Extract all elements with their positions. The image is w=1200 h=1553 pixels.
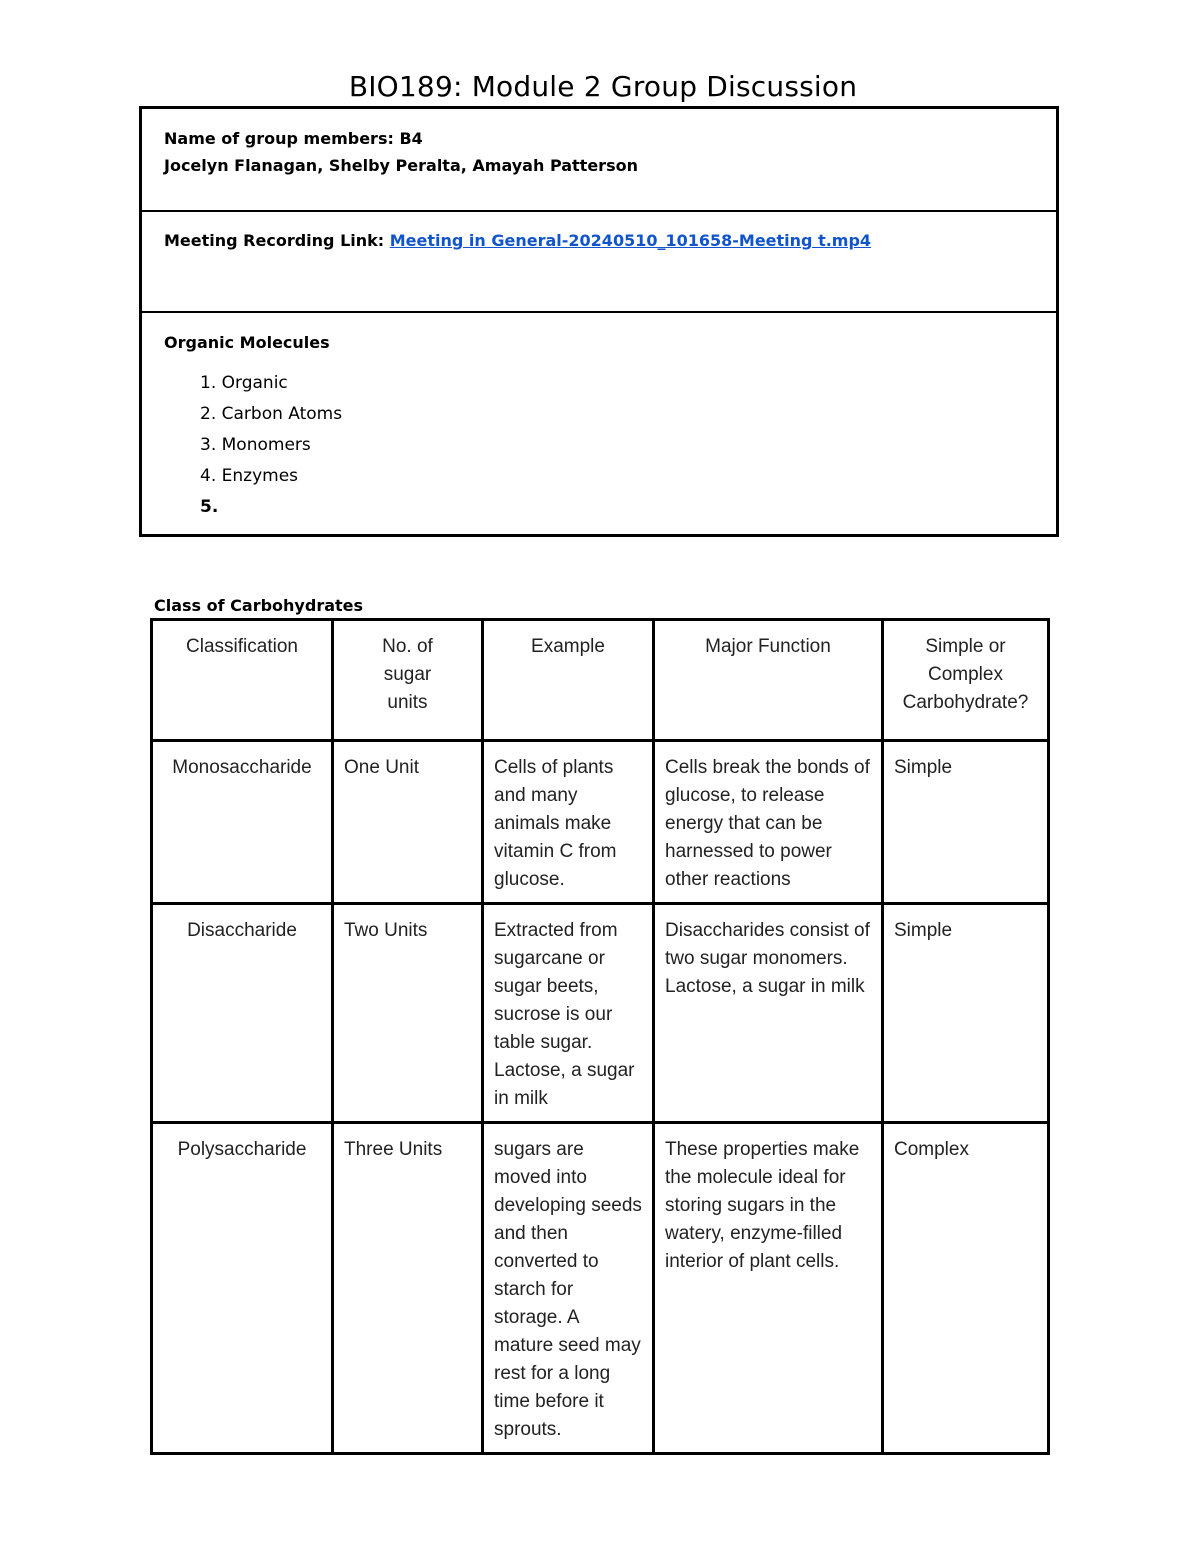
header-major-function: Major Function [654, 620, 883, 741]
cell-function: These properties make the molecule ideal for storing sugars in the watery, enzyme-filled interior of plant cells. [654, 1123, 883, 1454]
list-item: 3. Monomers [200, 435, 311, 455]
list-item: 4. Enzymes [200, 466, 299, 486]
cell-classification: Monosaccharide [152, 741, 333, 904]
organic-molecules-section [142, 313, 1056, 534]
cell-type: Complex [883, 1123, 1049, 1454]
meeting-recording-link[interactable]: Meeting in General-20240510_101658-Meeting t.mp4 [389, 231, 872, 250]
cell-units: Three Units [333, 1123, 483, 1454]
header-sugar-units: No. of sugar units [333, 620, 483, 741]
cell-example: Cells of plants and many animals make vitamin C from glucose. [483, 741, 654, 904]
organic-heading: Organic Molecules [164, 333, 330, 352]
cell-function: Cells break the bonds of glucose, to release energy that can be harnessed to power other reactions [654, 741, 883, 904]
table-caption: Class of Carbohydrates [154, 596, 364, 615]
header-simple-complex: Simple or Complex Carbohydrate? [883, 620, 1049, 741]
group-members-section [142, 109, 1056, 212]
cell-type: Simple [883, 741, 1049, 904]
cell-type: Simple [883, 904, 1049, 1123]
table-header-row [152, 620, 1049, 741]
members-label: Name of group members: B4 [164, 129, 423, 148]
cell-classification: Polysaccharide [152, 1123, 333, 1454]
carbohydrates-table [150, 618, 1050, 1455]
cell-units: Two Units [333, 904, 483, 1123]
meeting-link-section [142, 212, 1056, 313]
list-item: 2. Carbon Atoms [200, 404, 343, 424]
list-item: 1. Organic [200, 373, 288, 393]
group-info-box [139, 106, 1059, 537]
table-row [152, 1123, 1049, 1454]
table-row [152, 741, 1049, 904]
page-title: BIO189: Module 2 Group Discussion [348, 70, 858, 103]
cell-classification: Disaccharide [152, 904, 333, 1123]
header-example: Example [483, 620, 654, 741]
organic-list [164, 368, 1056, 523]
cell-example: Extracted from sugarcane or sugar beets, sucrose is our table sugar. Lactose, a sugar in milk [483, 904, 654, 1123]
table-row [152, 904, 1049, 1123]
meeting-link-label: Meeting Recording Link: [164, 231, 385, 250]
members-names: Jocelyn Flanagan, Shelby Peralta, Amayah Patterson [164, 156, 638, 175]
list-item: 5. [200, 497, 219, 517]
cell-example: sugars are moved into developing seeds and then converted to starch for storage. A mature seed may rest for a long time before it sprouts. [483, 1123, 654, 1454]
cell-units: One Unit [333, 741, 483, 904]
header-classification: Classification [152, 620, 333, 741]
cell-function: Disaccharides consist of two sugar monomers. Lactose, a sugar in milk [654, 904, 883, 1123]
